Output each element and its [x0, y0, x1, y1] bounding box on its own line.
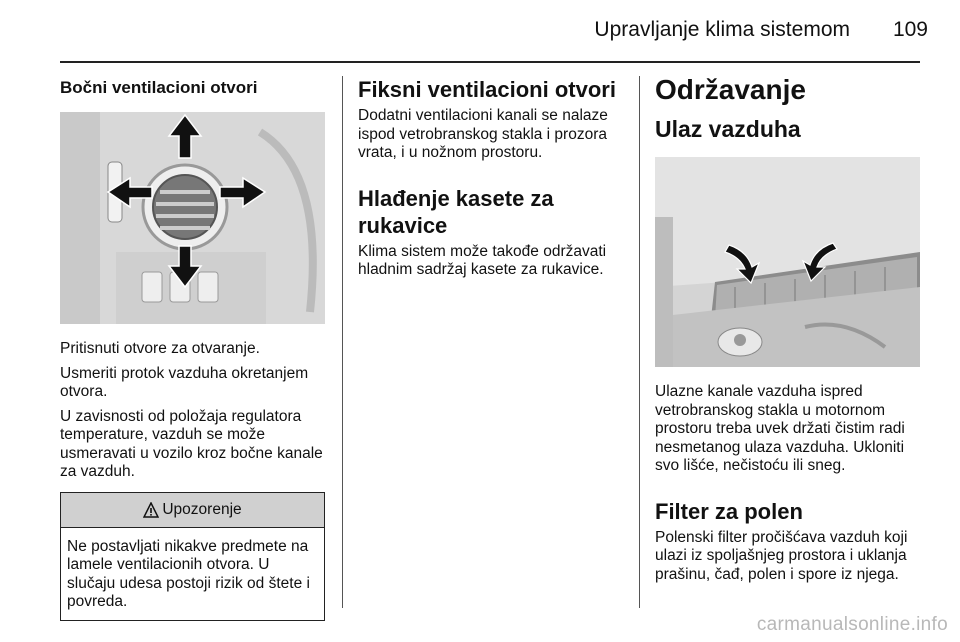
column-divider-1: [342, 76, 343, 608]
paragraph: Usmeriti protok vazduha okretanjem otvora.: [60, 364, 309, 400]
heading-air-intake: Ulaz vazduha: [655, 116, 801, 142]
header-rule: [60, 61, 920, 63]
heading-side-vents: Bočni ventilacioni otvori: [60, 78, 258, 97]
column-divider-2: [639, 76, 640, 608]
heading-pollen-filter: Filter za polen: [655, 498, 803, 524]
paragraph: Ulazne kanale vazduha ispred vetrobranskog stakla u motornom prostoru treba uvek držati čistim radi nesmetanog ulaza vazduha. Ukloniti svo lišće, nečistoću ili sneg.: [655, 383, 905, 474]
paragraph: Dodatni ventilacioni kanali se nalaze ispod vetrobranskog stakla i prozora vrata, i u nožnom prostoru.: [358, 107, 608, 161]
warning-title: Upozorenje: [162, 500, 242, 518]
warning-box: [60, 492, 325, 621]
column-fixed-vents: [358, 72, 624, 286]
column-maintenance: [655, 72, 923, 590]
warning-text: Ne postavljati nikakve predmete na lamele ventilacionih otvora. U slučaju udesa postoji rizik od štete i povreda.: [67, 537, 310, 610]
air-intake-illustration: [655, 157, 920, 367]
heading-maintenance: Održavanje: [655, 74, 806, 105]
paragraph: Klima sistem može takođe održavati hladnim sadržaj kasete za rukavice.: [358, 242, 607, 278]
warning-triangle-icon: [143, 502, 159, 518]
heading-fixed-vents: Fiksni ventilacioni otvori: [358, 77, 616, 102]
paragraph: Polenski filter pročišćava vazduh koji ulazi iz spoljašnjeg prostora i uklanja prašinu, čađ, polen i spore iz njega.: [655, 528, 908, 583]
paragraph: U zavisnosti od položaja regulatora temperature, vazduh se može usmeravati u vozilo kroz bočne kanale za vazduh.: [60, 407, 323, 480]
paragraph: Pritisnuti otvore za otvaranje.: [60, 340, 260, 357]
watermark-text: carmanualsonline.info: [756, 614, 948, 635]
side-vent-illustration: [60, 112, 325, 324]
column-side-vents: [60, 72, 325, 621]
page-number: 109: [892, 18, 928, 41]
heading-glovebox-cooling: Hlađenje kasete za rukavice: [358, 185, 554, 238]
page-header-title: Upravljanje klima sistemom: [594, 18, 850, 41]
warning-header: [61, 493, 324, 528]
